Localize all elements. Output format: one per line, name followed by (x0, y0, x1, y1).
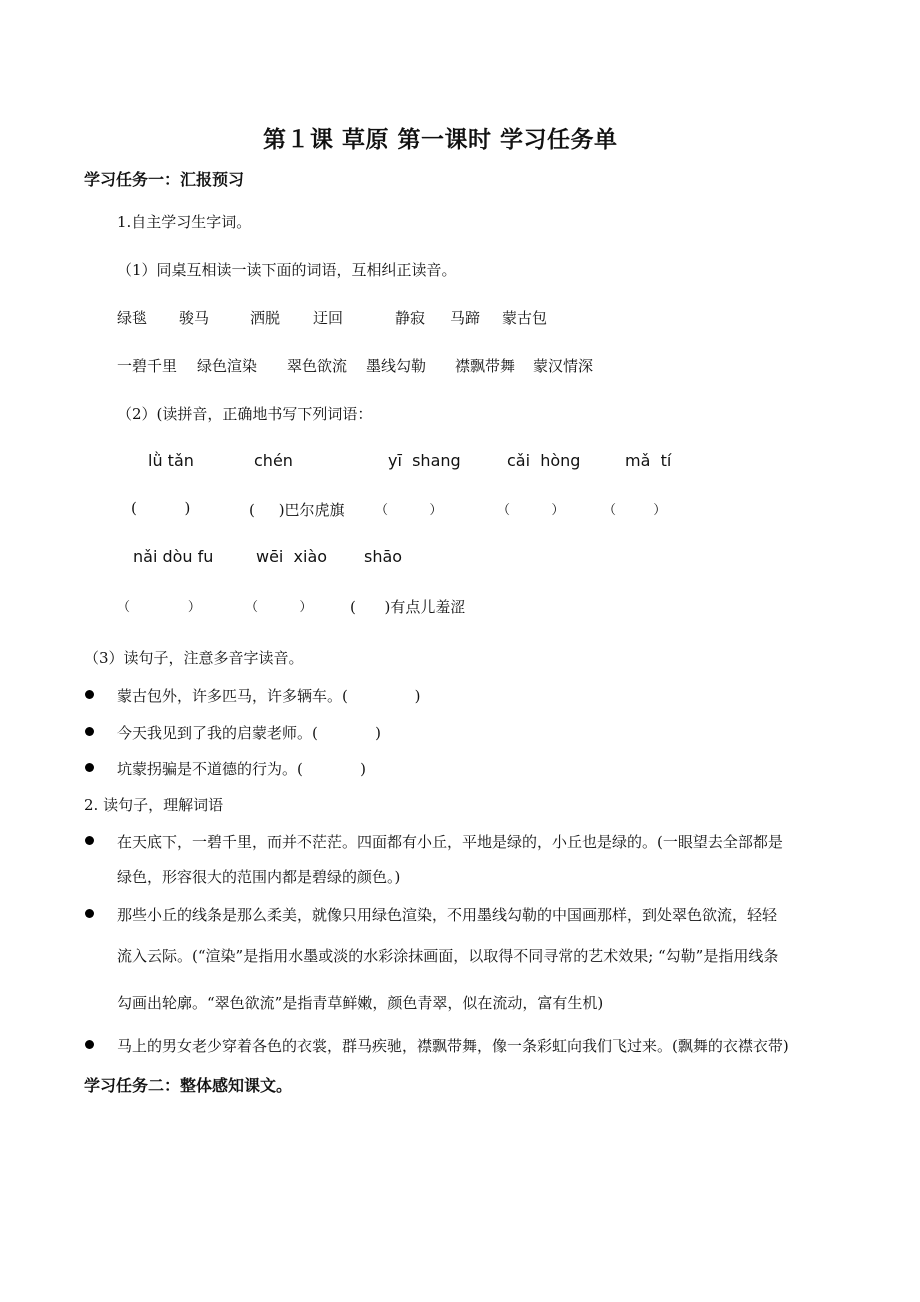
answer-blank[interactable]: ( )巴尔虎旗 (249, 501, 345, 519)
list-item: 坑蒙拐骗是不道德的行为。( ) (117, 760, 366, 778)
word-item: 襟飘带舞 (455, 357, 516, 375)
answer-blank[interactable]: （ ） (375, 503, 443, 518)
bullet-dot (85, 727, 94, 736)
task1-sub3: （3）读句子，注意多音字读音。 (84, 649, 304, 667)
word-item: 蒙古包 (502, 309, 548, 327)
explanation-line: 流入云际。(“渲染”是指用水墨或淡的水彩涂抹画面，以取得不同寻常的艺术效果; “勾勒”是指用线条 (117, 947, 779, 965)
answer-blank[interactable]: ( )有点儿羞涩 (350, 598, 466, 616)
word-item: 一碧千里 (117, 357, 178, 375)
pinyin-item: yī shang (388, 451, 461, 470)
word-item: 马蹄 (450, 309, 481, 327)
pinyin-item: mǎ tí (625, 451, 672, 470)
bullet-dot (85, 1040, 94, 1049)
pinyin-item: wēi xiào (256, 547, 328, 566)
task1-heading: 学习任务一：汇报预习 (84, 170, 245, 189)
list-item: 蒙古包外，许多匹马，许多辆车。( ) (117, 687, 421, 705)
explanation-line: 在天底下，一碧千里，而并不茫茫。四面都有小丘，平地是绿的，小丘也是绿的。(一眼望去全部都是 (117, 833, 783, 851)
task1-item2: 2. 读句子，理解词语 (84, 796, 224, 814)
bullet-dot (85, 690, 94, 699)
explanation-line: 那些小丘的线条是那么柔美，就像只用绿色渲染，不用墨线勾勒的中国画那样，到处翠色欲流，轻轻 (117, 906, 778, 924)
task1-item1: 1.自主学习生字词。 (117, 213, 252, 231)
task1-sub1: （1）同桌互相读一读下面的词语，互相纠正读音。 (117, 261, 457, 279)
answer-blank[interactable]: ( ) (131, 499, 191, 517)
explanation-line: 马上的男女老少穿着各色的衣裳，群马疾驰，襟飘带舞，像一条彩虹向我们飞过来。(飘舞的衣襟衣带) (117, 1037, 789, 1055)
pinyin-item: nǎi dòu fu (133, 547, 214, 566)
answer-blank[interactable]: （ ） (117, 600, 201, 615)
pinyin-item: shāo (364, 547, 403, 566)
word-item: 绿毯 (117, 309, 148, 327)
task2-heading: 学习任务二：整体感知课文。 (84, 1076, 293, 1095)
page-title: 第１课 草原 第一课时 学习任务单 (263, 127, 618, 153)
explanation-line: 绿色，形容很大的范围内都是碧绿的颜色。) (117, 868, 401, 886)
word-item: 绿色渲染 (197, 357, 258, 375)
bullet-dot (85, 909, 94, 918)
list-item: 今天我见到了我的启蒙老师。( ) (117, 724, 381, 742)
pinyin-item: chén (254, 451, 293, 470)
pinyin-item: cǎi hòng (507, 451, 581, 470)
word-item: 骏马 (179, 309, 210, 327)
bullet-dot (85, 836, 94, 845)
bullet-dot (85, 763, 94, 772)
task1-sub2: （2）(读拼音，正确地书写下列词语： (117, 405, 373, 423)
pinyin-item: lǜ tǎn (148, 451, 194, 470)
word-item: 迂回 (313, 309, 344, 327)
word-item: 墨线勾勒 (366, 357, 427, 375)
word-item: 静寂 (395, 309, 426, 327)
explanation-line: 勾画出轮廓。“翠色欲流”是指青草鲜嫩，颜色青翠，似在流动，富有生机) (117, 994, 604, 1012)
word-item: 蒙汉情深 (533, 357, 594, 375)
answer-blank[interactable]: （ ） (245, 600, 313, 615)
answer-blank[interactable]: （ ） (603, 503, 667, 518)
word-item: 翠色欲流 (287, 357, 348, 375)
answer-blank[interactable]: （ ） (497, 503, 565, 518)
word-item: 洒脱 (250, 309, 281, 327)
